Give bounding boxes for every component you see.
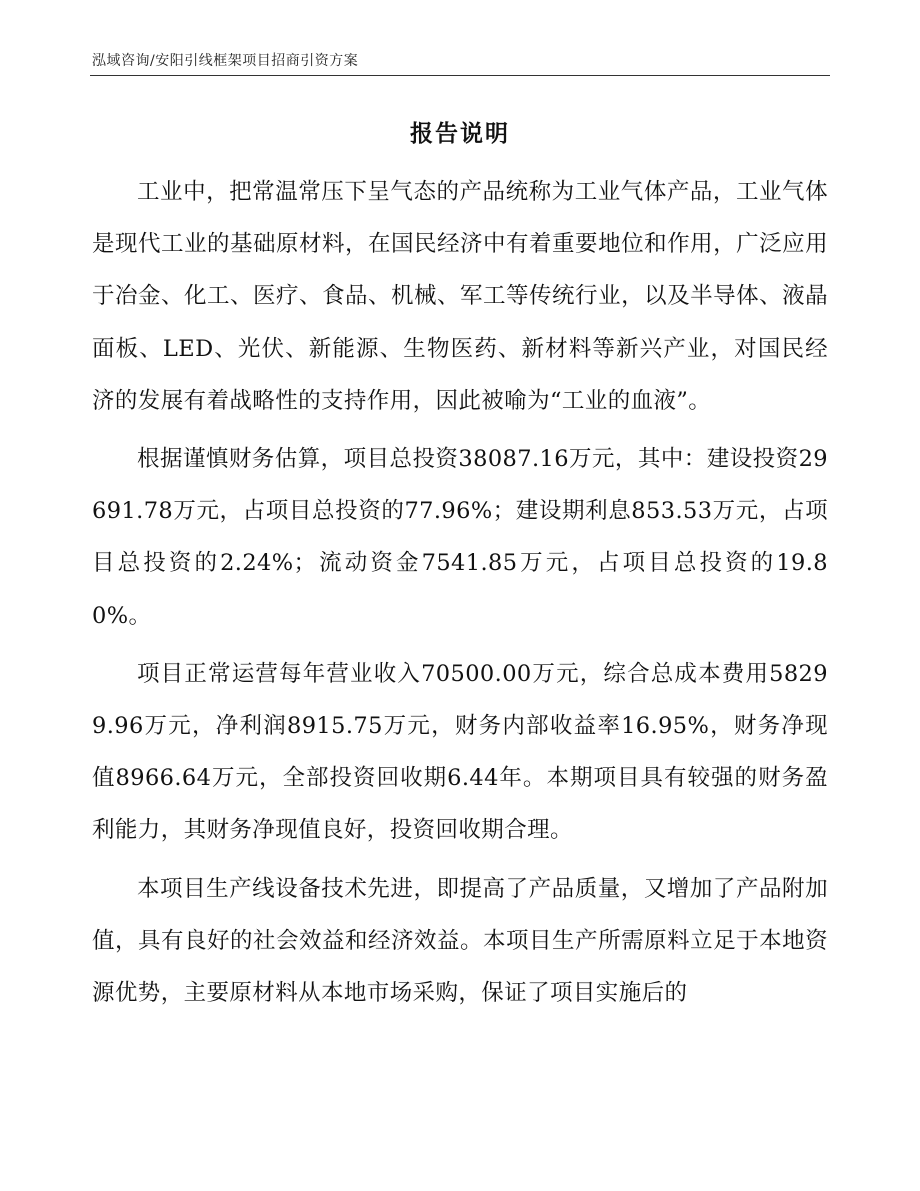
paragraph-investment-estimate: 根据谨慎财务估算，项目总投资38087.16万元，其中：建设投资29691.78万元，占项目总投资的77.96%；建设期利息853.53万元，占项目总投资的2.24%；流动资金7541.85万元，占项目总投资的19.80%。 xyxy=(92,446,828,629)
document-body xyxy=(92,166,828,1025)
document-title: 报告说明 xyxy=(410,120,510,147)
paragraph-industrial-gas-intro: 工业中，把常温常压下呈气态的产品统称为工业气体产品，工业气体是现代工业的基础原材料，在国民经济中有着重要地位和作用，广泛应用于冶金、化工、医疗、食品、机械、军工等传统行业，以及半导体、液晶面板、LED、光伏、新能源、生物医药、新材料等新兴产业，对国民经济的发展有着战略性的支持作用，因此被喻为“工业的血液”。 xyxy=(92,179,828,414)
running-header: 泓域咨询/安阳引线框架项目招商引资方案 xyxy=(92,53,359,69)
paragraph-financial-returns: 项目正常运营每年营业收入70500.00万元，综合总成本费用58299.96万元，净利润8915.75万元，财务内部收益率16.95%，财务净现值8966.64万元，全部投资回收期6.44年。本期项目具有较强的财务盈利能力，其财务净现值良好，投资回收期合理。 xyxy=(92,660,828,844)
header-divider xyxy=(90,75,830,76)
paragraph-production-line: 本项目生产线设备技术先进，即提高了产品质量，又增加了产品附加值，具有良好的社会效益和经济效益。本项目生产所需原料立足于本地资源优势，主要原材料从本地市场采购，保证了项目实施后的 xyxy=(92,875,828,1007)
